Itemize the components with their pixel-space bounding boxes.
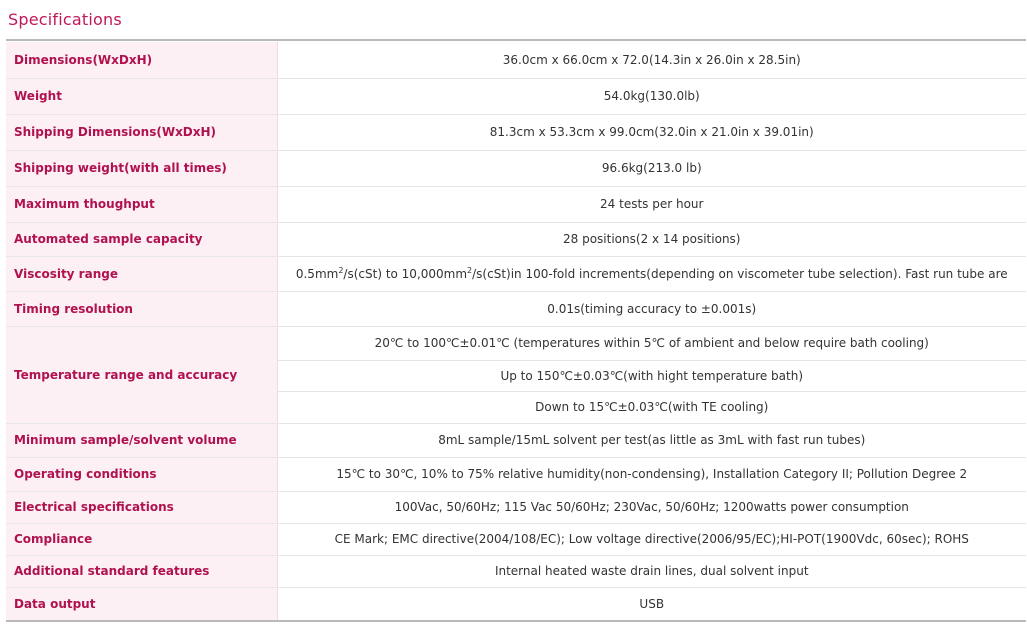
- spec-label: Dimensions(WxDxH): [6, 42, 277, 78]
- table-row: [6, 291, 1026, 326]
- table-row: [6, 491, 1026, 523]
- spec-label: Minimum sample/solvent volume: [6, 423, 277, 457]
- spec-value-viscosity: $0.5mm^2/s(cSt)$ to $10,000mm^2/s(cSt)in$ 100-fold increments(depending on viscometer tube selection). Fast run tube are: [277, 256, 1026, 291]
- spec-value: 54.0kg(130.0lb): [277, 78, 1026, 114]
- table-row: [6, 555, 1026, 587]
- spec-value: Up to 150℃±0.03℃(with hight temperature bath): [277, 360, 1026, 391]
- spec-label: Maximum thoughput: [6, 186, 277, 222]
- table-row: [6, 42, 1026, 78]
- spec-label: Operating conditions: [6, 457, 277, 491]
- spec-label: Compliance: [6, 523, 277, 555]
- spec-value: 28 positions(2 x 14 positions): [277, 222, 1026, 256]
- spec-value: 15℃ to 30℃, 10% to 75% relative humidity(non-condensing), Installation Category II; Pollution Degree 2: [277, 457, 1026, 491]
- table-row: [6, 114, 1026, 150]
- spec-value: 8mL sample/15mL solvent per test(as little as 3mL with fast run tubes): [277, 423, 1026, 457]
- table-row: [6, 423, 1026, 457]
- table-row: [6, 457, 1026, 491]
- spec-value: Internal heated waste drain lines, dual solvent input: [277, 555, 1026, 587]
- table-row: [6, 587, 1026, 621]
- spec-value: 96.6kg(213.0 lb): [277, 150, 1026, 186]
- table-row: [6, 222, 1026, 256]
- spec-label: Additional standard features: [6, 555, 277, 587]
- spec-value: 36.0cm x 66.0cm x 72.0(14.3in x 26.0in x 28.5in): [277, 42, 1026, 78]
- table-row: [6, 523, 1026, 555]
- table-row: [6, 78, 1026, 114]
- spec-label: Automated sample capacity: [6, 222, 277, 256]
- spec-label: Data output: [6, 587, 277, 621]
- table-row: [6, 326, 1026, 360]
- spec-value: 20℃ to 100℃±0.01℃ (temperatures within 5℃ of ambient and below require bath cooling): [277, 326, 1026, 360]
- page-title: Specifications: [8, 10, 122, 29]
- table-row: [6, 150, 1026, 186]
- spec-value: 24 tests per hour: [277, 186, 1026, 222]
- table-row: [6, 186, 1026, 222]
- spec-value: 0.01s(timing accuracy to ±0.001s): [277, 291, 1026, 326]
- spec-value: 81.3cm x 53.3cm x 99.0cm(32.0in x 21.0in x 39.01in): [277, 114, 1026, 150]
- spec-label: Shipping Dimensions(WxDxH): [6, 114, 277, 150]
- spec-label: Electrical specifications: [6, 491, 277, 523]
- title-divider: [6, 39, 1026, 41]
- table-row: [6, 256, 1026, 291]
- spec-value: 100Vac, 50/60Hz; 115 Vac 50/60Hz; 230Vac, 50/60Hz; 1200watts power consumption: [277, 491, 1026, 523]
- spec-label: Shipping weight(with all times): [6, 150, 277, 186]
- spec-value: CE Mark; EMC directive(2004/108/EC); Low voltage directive(2006/95/EC);HI-POT(1900Vdc, 60sec); ROHS: [277, 523, 1026, 555]
- spec-table: [6, 42, 1026, 622]
- spec-label: Timing resolution: [6, 291, 277, 326]
- spec-value: USB: [277, 587, 1026, 621]
- spec-value: Down to 15℃±0.03℃(with TE cooling): [277, 391, 1026, 423]
- spec-label: Viscosity range: [6, 256, 277, 291]
- spec-label: Temperature range and accuracy: [6, 326, 277, 423]
- spec-label: Weight: [6, 78, 277, 114]
